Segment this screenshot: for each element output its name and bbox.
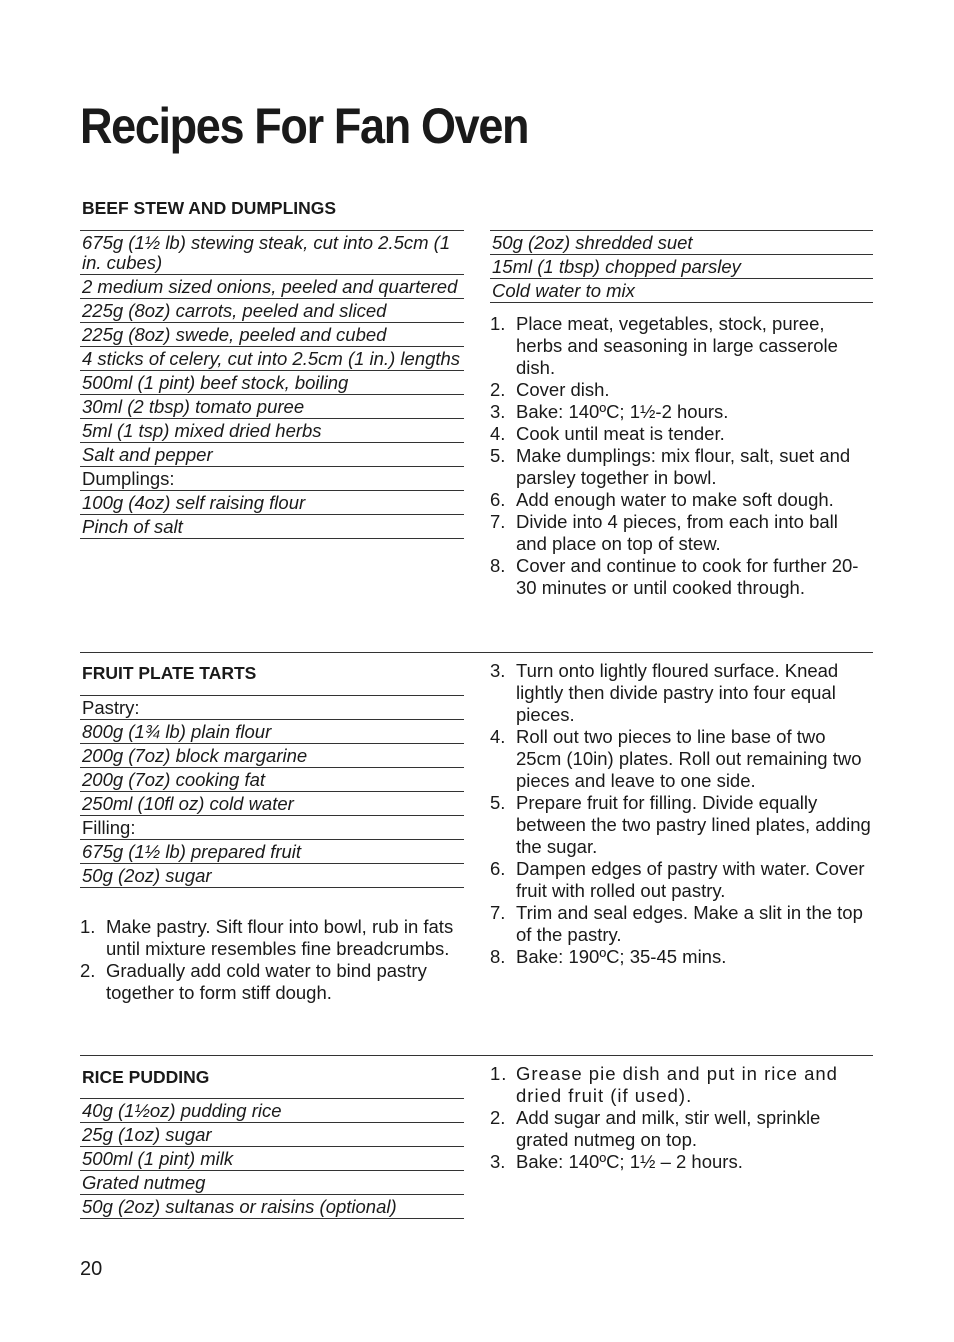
beef-stew-left-column (80, 197, 464, 539)
ingredient-item: 25g (1oz) sugar (80, 1123, 464, 1147)
step-number: 1. (490, 313, 506, 334)
method-step (490, 313, 873, 379)
ingredient-item: 50g (2oz) shredded suet (490, 231, 873, 255)
page-number: 20 (80, 1258, 103, 1280)
ingredient-item: 50g (2oz) sultanas or raisins (optional) (80, 1195, 464, 1219)
recipe-title: BEEF STEW AND DUMPLINGS (82, 198, 337, 218)
ingredient-item: 200g (7oz) cooking fat (80, 768, 464, 792)
step-text: Cover and continue to cook for further 20-30 minutes or until cooked through. (516, 555, 859, 598)
step-number: 7. (490, 511, 506, 532)
step-text: Trim and seal edges. Make a slit in the top of the pastry. (516, 902, 863, 945)
step-text: Make dumplings: mix flour, salt, suet and parsley together in bowl. (516, 445, 851, 488)
step-number: 8. (490, 555, 506, 576)
method-step (490, 1151, 873, 1173)
step-text: Place meat, vegetables, stock, puree, herbs and seasoning in large casserole dish. (516, 313, 838, 378)
ingredient-item: Pinch of salt (80, 515, 464, 539)
rice-pudding-right-column (490, 1063, 873, 1173)
ingredient-item: 225g (8oz) swede, peeled and cubed (80, 323, 464, 347)
ingredient-list (80, 230, 464, 539)
step-text: Add enough water to make soft dough. (516, 489, 834, 510)
ingredient-item: Salt and pepper (80, 443, 464, 467)
step-number: 8. (490, 946, 506, 967)
step-text: Bake: 140ºC; 1½ – 2 hours. (516, 1151, 743, 1172)
step-number: 4. (490, 423, 506, 444)
ingredient-item: 5ml (1 tsp) mixed dried herbs (80, 419, 464, 443)
method-step (490, 858, 873, 902)
method-step (490, 379, 873, 401)
step-number: 2. (490, 1107, 506, 1128)
method-steps (490, 660, 873, 968)
method-step (490, 946, 873, 968)
method-step (490, 902, 873, 946)
step-number: 7. (490, 902, 506, 923)
step-text: Prepare fruit for filling. Divide equally between the two pastry lined plates, adding the sugar. (516, 792, 871, 857)
step-text: Cover dish. (516, 379, 610, 400)
ingredient-group-label: Filling: (80, 816, 464, 840)
section-divider (80, 652, 873, 653)
method-step (490, 401, 873, 423)
method-step (490, 1107, 873, 1151)
step-text: Gradually add cold water to bind pastry together to form stiff dough. (106, 960, 427, 1003)
method-step (490, 555, 873, 599)
ingredient-item: 100g (4oz) self raising flour (80, 491, 464, 515)
step-number: 4. (490, 726, 506, 747)
ingredient-item: 800g (1¾ lb) plain flour (80, 720, 464, 744)
ingredient-list (490, 230, 873, 303)
method-step (490, 726, 873, 792)
recipe-title: RICE PUDDING (82, 1067, 210, 1087)
step-text: Grease pie dish and put in rice and dried fruit (if used). (516, 1063, 838, 1106)
method-step (80, 916, 464, 960)
ingredient-list (80, 1098, 464, 1219)
step-number: 5. (490, 792, 506, 813)
step-text: Cook until meat is tender. (516, 423, 725, 444)
method-steps (490, 1063, 873, 1173)
rice-pudding-left-column (80, 1066, 464, 1219)
ingredient-item: 2 medium sized onions, peeled and quartered (80, 275, 464, 299)
step-text: Add sugar and milk, stir well, sprinkle grated nutmeg on top. (516, 1107, 821, 1150)
beef-stew-right-column (490, 230, 873, 599)
step-number: 3. (490, 1151, 506, 1172)
page-title: Recipes For Fan Oven (80, 98, 529, 154)
ingredient-item: 15ml (1 tbsp) chopped parsley (490, 255, 873, 279)
method-step (490, 445, 873, 489)
method-step (490, 1063, 873, 1107)
section-divider (80, 1055, 873, 1056)
method-steps (80, 916, 464, 1004)
step-number: 3. (490, 401, 506, 422)
step-text: Bake: 140ºC; 1½-2 hours. (516, 401, 729, 422)
fruit-tarts-right-column (490, 660, 873, 968)
step-text: Divide into 4 pieces, from each into ball and place on top of stew. (516, 511, 838, 554)
ingredient-item: 30ml (2 tbsp) tomato puree (80, 395, 464, 419)
step-number: 5. (490, 445, 506, 466)
ingredient-item: 40g (1½oz) pudding rice (80, 1099, 464, 1123)
step-text: Bake: 190ºC; 35-45 mins. (516, 946, 727, 967)
ingredient-item: 675g (1½ lb) stewing steak, cut into 2.5cm (1 in. cubes) (80, 231, 464, 275)
ingredient-item: Cold water to mix (490, 279, 873, 303)
ingredient-item: 500ml (1 pint) milk (80, 1147, 464, 1171)
ingredient-item: 500ml (1 pint) beef stock, boiling (80, 371, 464, 395)
ingredient-item: 225g (8oz) carrots, peeled and sliced (80, 299, 464, 323)
ingredient-group-label: Pastry: (80, 696, 464, 720)
method-step (490, 423, 873, 445)
method-step (80, 960, 464, 1004)
ingredient-item: 50g (2oz) sugar (80, 864, 464, 888)
method-step (490, 511, 873, 555)
method-step (490, 792, 873, 858)
ingredient-item: 675g (1½ lb) prepared fruit (80, 840, 464, 864)
step-number: 2. (490, 379, 506, 400)
step-number: 1. (80, 916, 96, 937)
step-number: 6. (490, 858, 506, 879)
method-step (490, 660, 873, 726)
recipe-title: FRUIT PLATE TARTS (82, 663, 257, 683)
method-steps (490, 313, 873, 599)
ingredient-item: 4 sticks of celery, cut into 2.5cm (1 in.) lengths (80, 347, 464, 371)
step-text: Roll out two pieces to line base of two 25cm (10in) plates. Roll out remaining two pieces and leave to one side. (516, 726, 862, 791)
step-number: 2. (80, 960, 96, 981)
step-text: Make pastry. Sift flour into bowl, rub in fats until mixture resembles fine breadcrumbs. (106, 916, 454, 959)
fruit-tarts-left-column (80, 662, 464, 1004)
ingredient-item: Grated nutmeg (80, 1171, 464, 1195)
step-text: Dampen edges of pastry with water. Cover fruit with rolled out pastry. (516, 858, 865, 901)
method-step (490, 489, 873, 511)
step-number: 6. (490, 489, 506, 510)
ingredient-list (80, 695, 464, 888)
ingredient-item: 250ml (10fl oz) cold water (80, 792, 464, 816)
ingredient-item: 200g (7oz) block margarine (80, 744, 464, 768)
ingredient-group-label: Dumplings: (80, 467, 464, 491)
step-text: Turn onto lightly floured surface. Knead lightly then divide pastry into four equal pieces. (516, 660, 839, 725)
step-number: 3. (490, 660, 506, 681)
step-number: 1. (490, 1063, 508, 1084)
